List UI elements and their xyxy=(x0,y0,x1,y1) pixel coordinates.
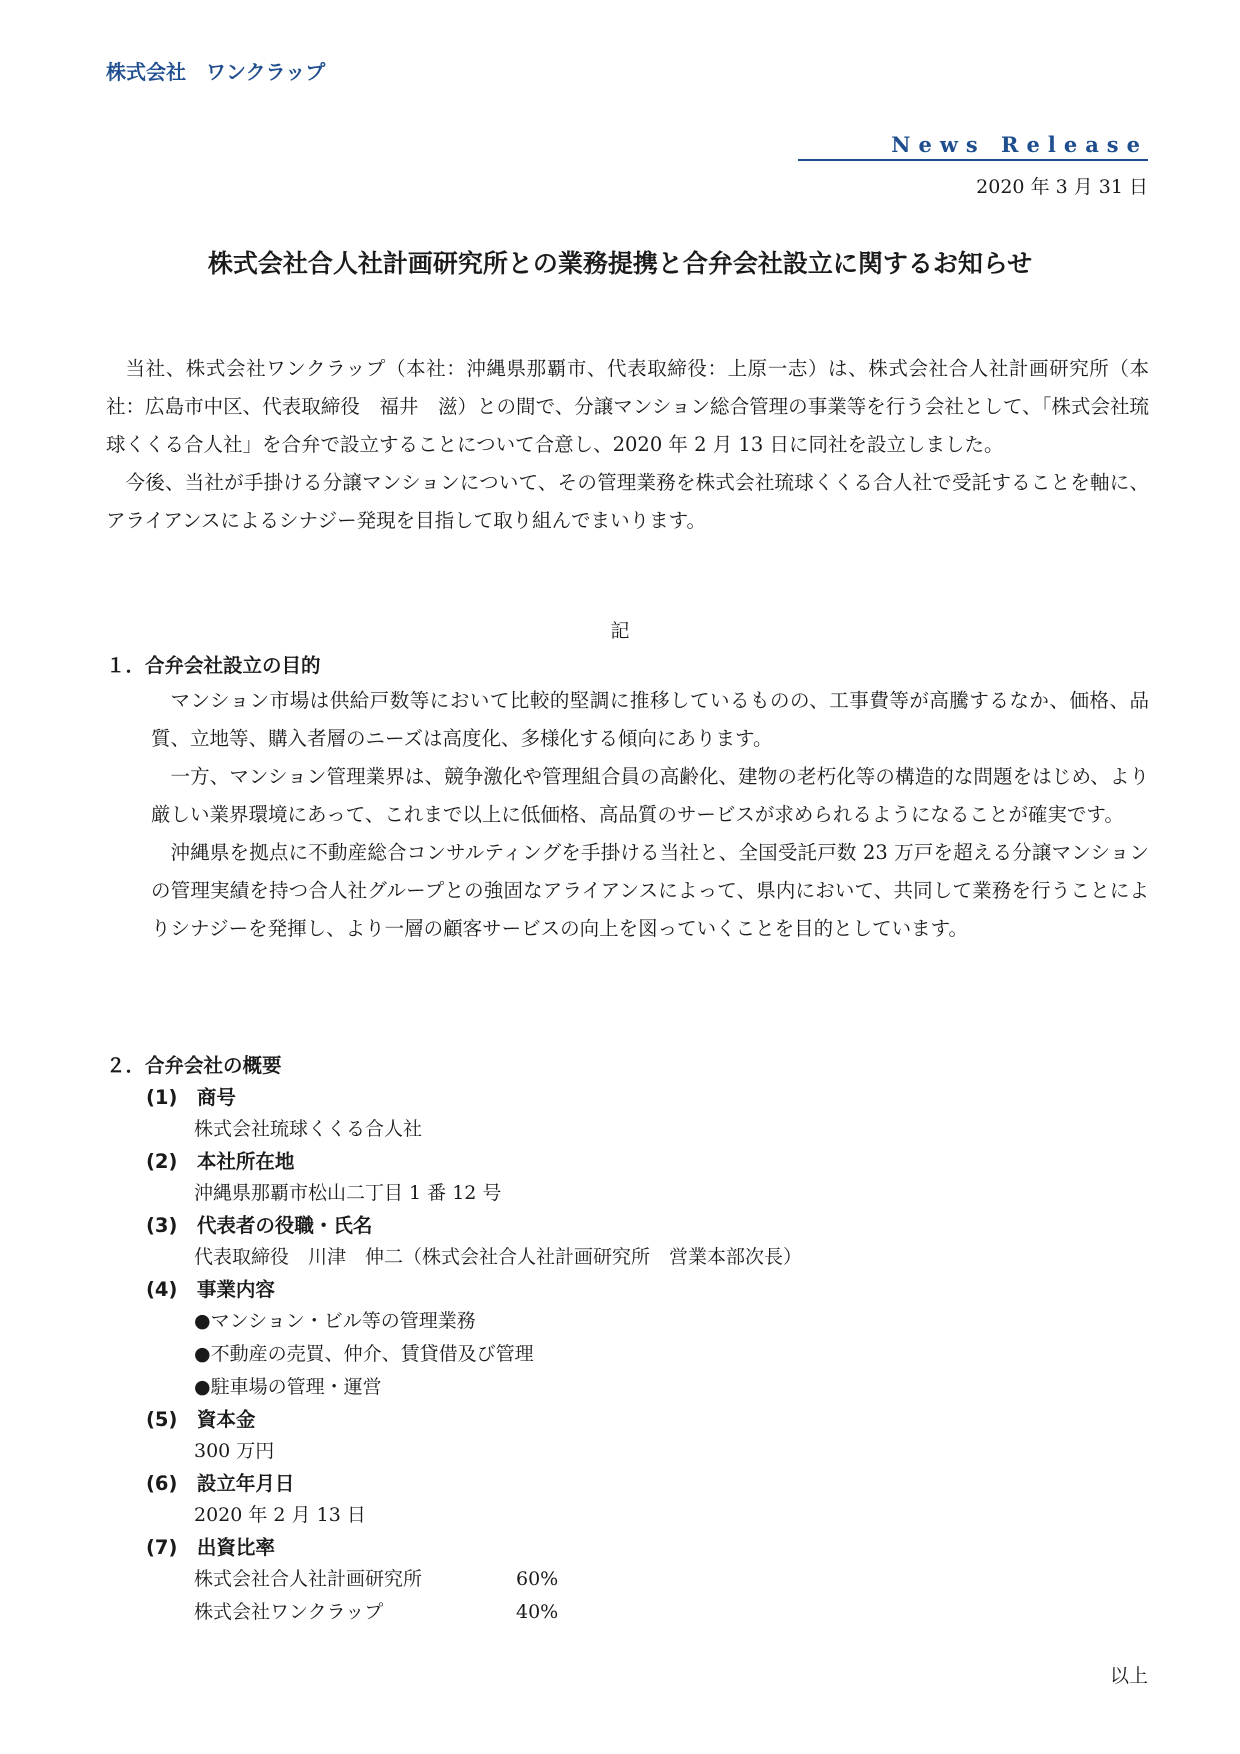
item-label-investment-ratio: (7) 出資比率 xyxy=(146,1536,275,1559)
business-bullet: ●不動産の売買、仲介、賃貸借及び管理 xyxy=(194,1343,534,1365)
section-purpose xyxy=(106,650,1149,948)
business-bullet: ●マンション・ビル等の管理業務 xyxy=(194,1310,476,1332)
item-value-representative: 代表取締役 川津 伸二（株式会社合人社計画研究所 営業本部次長） xyxy=(194,1246,803,1268)
item-label-capital: (5) 資本金 xyxy=(146,1408,256,1431)
section-paragraph: マンション市場は供給戸数等において比較的堅調に推移しているものの、工事費等が高騰するなか、価格、品質、立地等、購入者層のニーズは高度化、多様化する傾向にあります。 xyxy=(151,689,1149,750)
intro-paragraph: 今後、当社が手掛ける分譲マンションについて、その管理業務を株式会社琉球くくる合人社で受託することを軸に、アライアンスによるシナジー発現を目指して取り組んでまいります。 xyxy=(106,471,1149,532)
ki-marker: 記 xyxy=(610,620,630,642)
item-label-established: (6) 設立年月日 xyxy=(146,1472,295,1495)
ratio-percent: 40% xyxy=(516,1601,559,1623)
item-value-address: 沖縄県那覇市松山二丁目 1 番 12 号 xyxy=(194,1182,502,1204)
intro-paragraph: 当社、株式会社ワンクラップ（本社：沖縄県那覇市、代表取締役：上原一志）は、株式会社合人社計画研究所（本社：広島市中区、代表取締役 福井 滋）との間で、分譲マンション総合管理の事業等を行う会社として、「株式会社琉球くくる合人社」を合弁で設立することについて合意し、2020 年 2 月 13 日に同社を設立しました。 xyxy=(106,357,1149,456)
news-release-label: News Release xyxy=(798,132,1148,161)
document-title: 株式会社合人社計画研究所との業務提携と合弁会社設立に関するお知らせ xyxy=(207,249,1033,278)
section-heading: ２．合弁会社の概要 xyxy=(106,1054,282,1077)
section-paragraph: 一方、マンション管理業界は、競争激化や管理組合員の高齢化、建物の老朽化等の構造的な問題をはじめ、より厳しい業界環境にあって、これまで以上に低価格、高品質のサービスが求められるようになることが確実です。 xyxy=(151,765,1149,826)
item-label-business: (4) 事業内容 xyxy=(146,1278,275,1301)
release-date: 2020 年 3 月 31 日 xyxy=(976,176,1148,198)
company-name: 株式会社 ワンクラップ xyxy=(106,60,326,84)
business-bullet: ●駐車場の管理・運営 xyxy=(194,1376,382,1398)
intro-section xyxy=(106,350,1149,540)
item-value-capital: 300 万円 xyxy=(194,1440,275,1462)
section-overview xyxy=(106,1050,1149,1629)
item-value-trade-name: 株式会社琉球くくる合人社 xyxy=(194,1118,423,1140)
item-value-established: 2020 年 2 月 13 日 xyxy=(194,1504,366,1526)
ratio-row xyxy=(106,1596,1149,1629)
ratio-company: 株式会社合人社計画研究所 xyxy=(194,1568,423,1590)
section-paragraph: 沖縄県を拠点に不動産総合コンサルティングを手掛ける当社と、全国受託戸数 23 万戸を超える分譲マンションの管理実績を持つ合人社グループとの強固なアライアンスによって、県内において、共同して業務を行うことによりシナジーを発揮し、より一層の顧客サービスの向上を図っていくことを目的としています。 xyxy=(151,841,1149,940)
section-heading: １．合弁会社設立の目的 xyxy=(106,654,321,677)
closing-mark: 以上 xyxy=(1109,1665,1148,1687)
ratio-percent: 60% xyxy=(516,1568,559,1590)
section-body xyxy=(106,682,1149,948)
item-label-address: (2) 本社所在地 xyxy=(146,1150,295,1173)
item-label-trade-name: (1) 商号 xyxy=(146,1086,236,1109)
ratio-company: 株式会社ワンクラップ xyxy=(194,1601,384,1623)
item-label-representative: (3) 代表者の役職・氏名 xyxy=(146,1214,373,1237)
ratio-row xyxy=(106,1563,1149,1596)
